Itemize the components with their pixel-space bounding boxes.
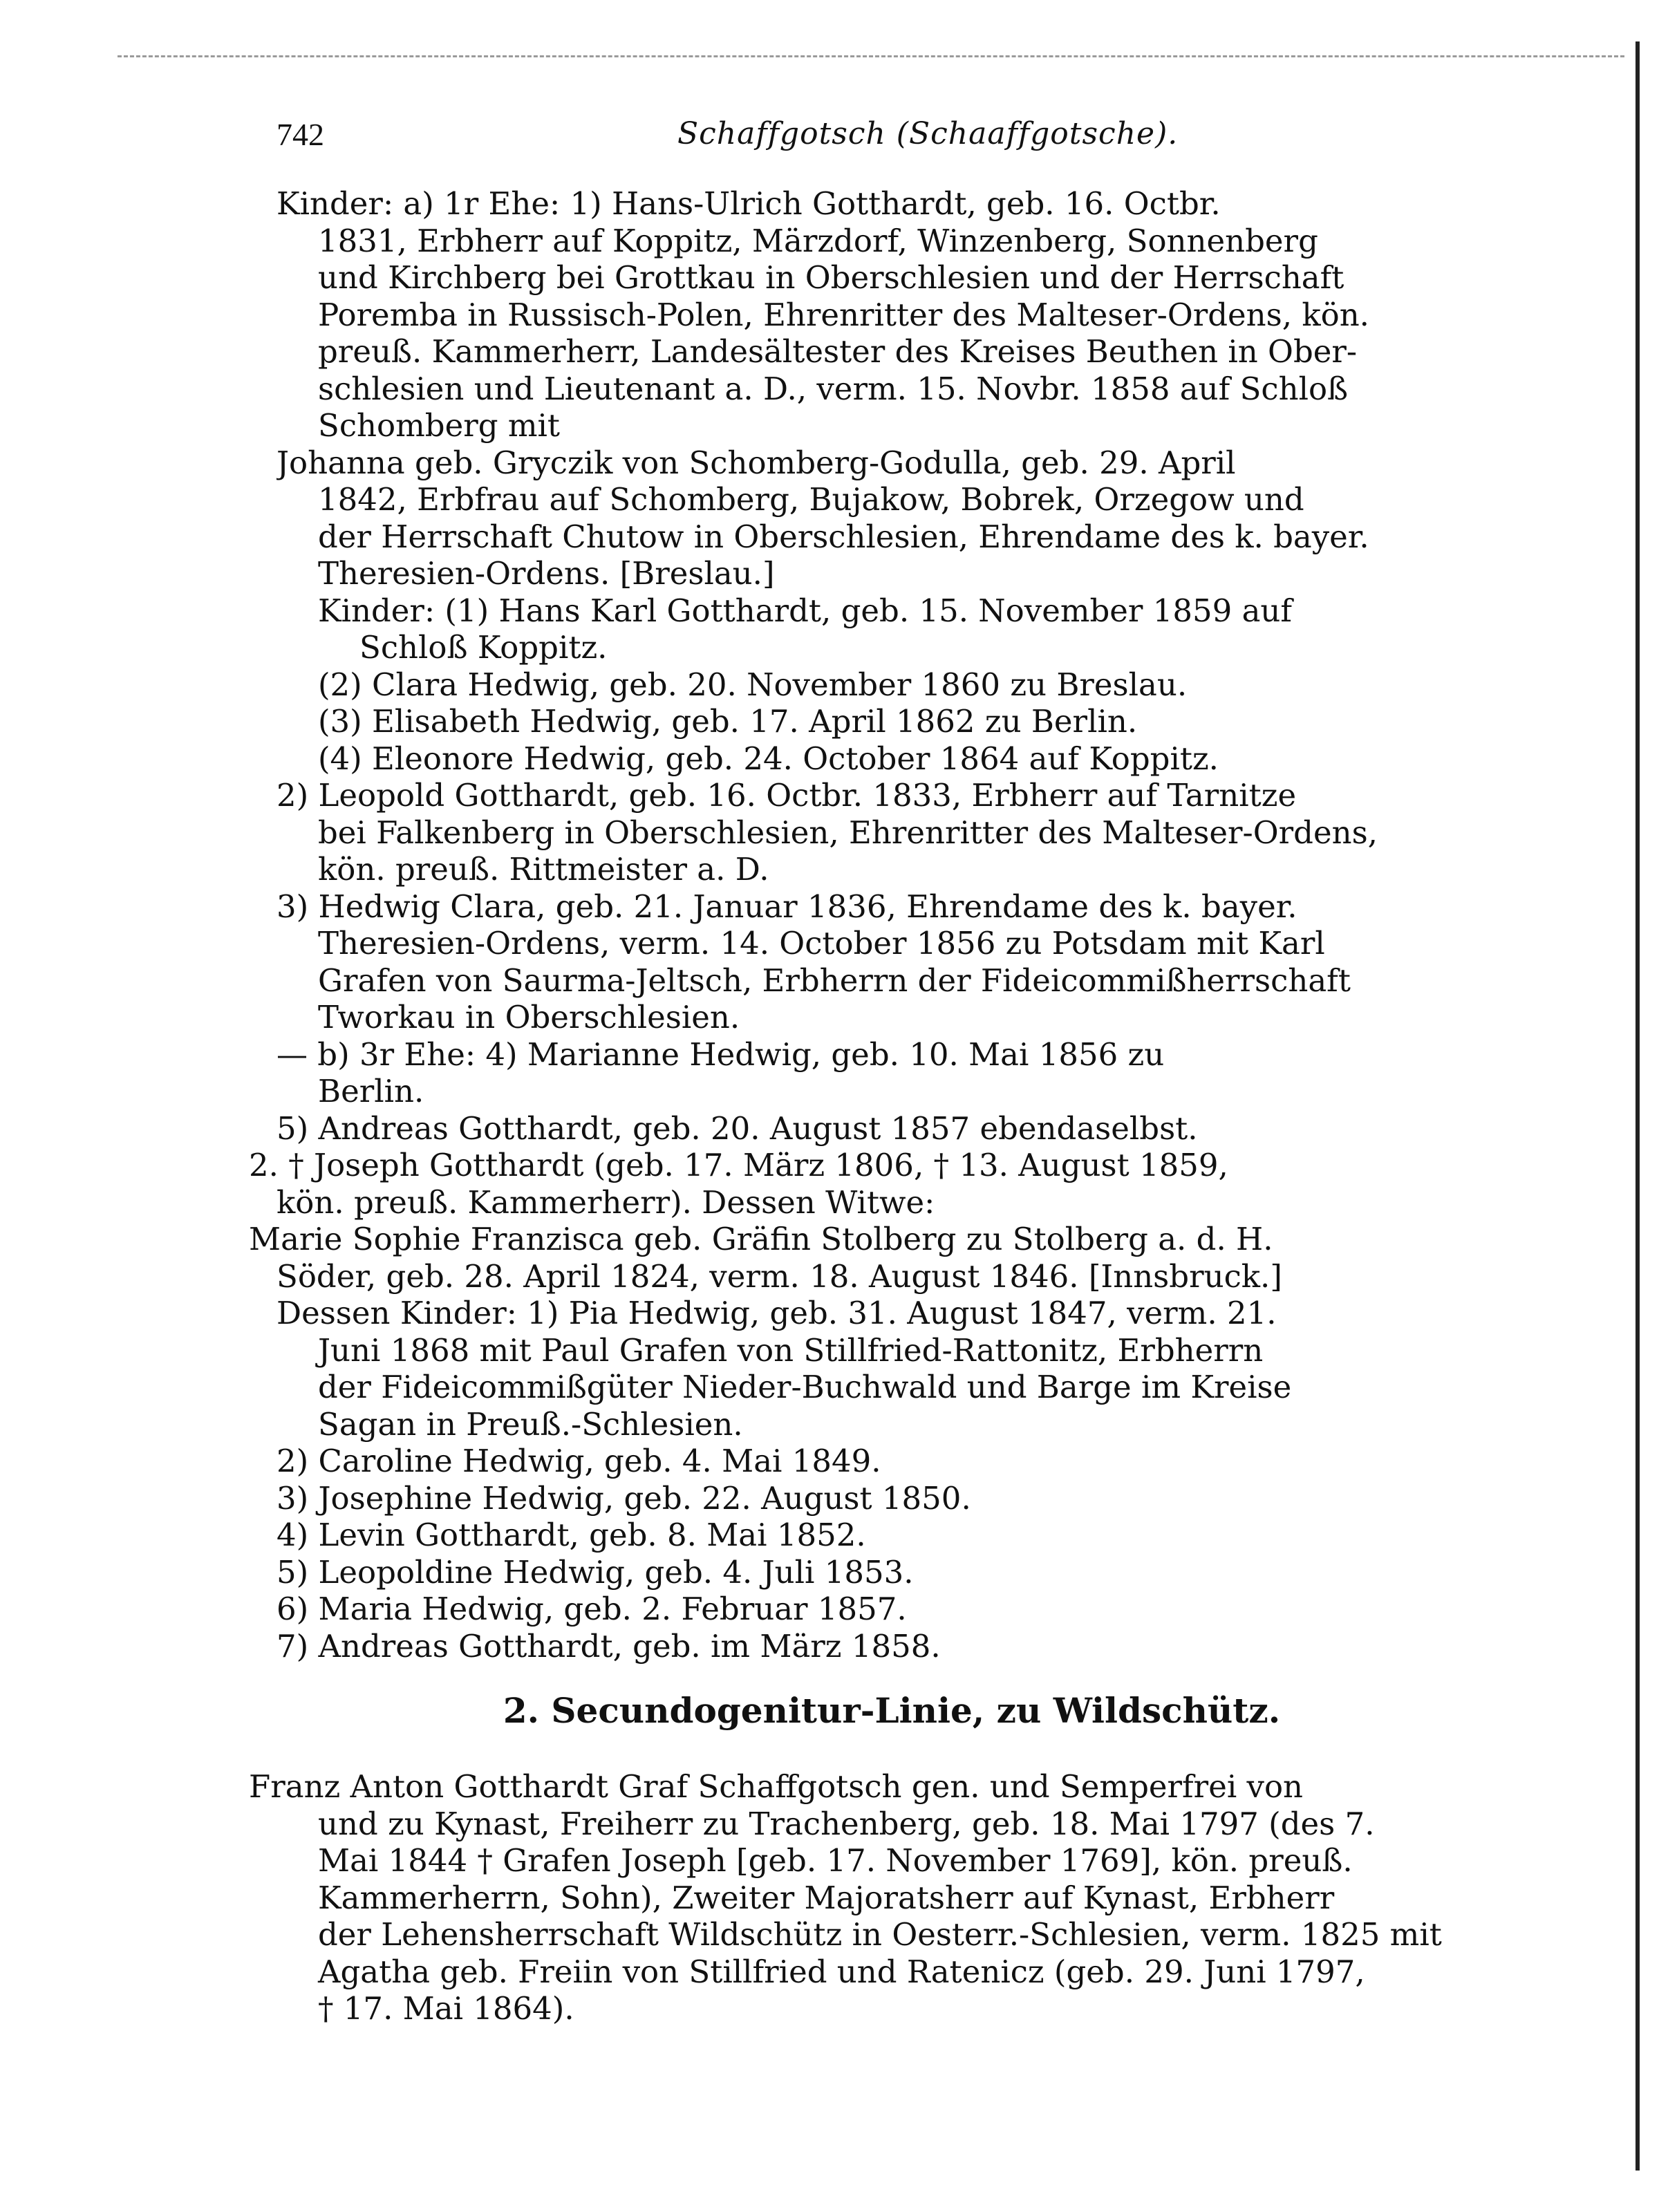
text-line: (3) Elisabeth Hedwig, geb. 17. April 1862 zu Berlin.	[318, 703, 1138, 740]
text-line: 3) Josephine Hedwig, geb. 22. August 1850.	[276, 1479, 971, 1517]
text-line: Schloß Koppitz.	[359, 629, 608, 666]
text-line: 2. † Joseph Gotthardt (geb. 17. März 1806, † 13. August 1859,	[249, 1147, 1228, 1183]
text-line: Poremba in Russisch-Polen, Ehrenritter des Malteser-Ordens, kön.	[318, 296, 1369, 333]
text-line: Berlin.	[318, 1073, 424, 1109]
text-line: 5) Leopoldine Hedwig, geb. 4. Juli 1853.	[276, 1553, 914, 1591]
text-line: 4) Levin Gotthardt, geb. 8. Mai 1852.	[276, 1517, 866, 1553]
text-line: 7) Andreas Gotthardt, geb. im März 1858.	[276, 1627, 941, 1665]
text-line: Kinder: a) 1r Ehe: 1) Hans-Ulrich Gotthardt, geb. 16. Octbr.	[276, 185, 1221, 222]
text-line: 3) Hedwig Clara, geb. 21. Januar 1836, Ehrendame des k. bayer.	[276, 888, 1297, 925]
text-line: preuß. Kammerherr, Landesältester des Kreises Beuthen in Ober-	[318, 333, 1358, 370]
text-line: † 17. Mai 1864).	[318, 1990, 574, 2027]
text-line: der Fideicommißgüter Nieder-Buchwald und Barge im Kreise	[318, 1369, 1292, 1405]
text-line: Sagan in Preuß.-Schlesien.	[318, 1405, 743, 1443]
text-line: Juni 1868 mit Paul Grafen von Stillfried-Rattonitz, Erbherrn	[318, 1331, 1264, 1369]
text-line: der Lehensherrschaft Wildschütz in Oesterr.-Schlesien, verm. 1825 mit	[318, 1916, 1442, 1953]
text-line: 2) Caroline Hedwig, geb. 4. Mai 1849.	[276, 1443, 881, 1479]
running-title: Schaffgotsch (Schaaffgotsche).	[677, 116, 1179, 151]
text-line: Tworkau in Oberschlesien.	[318, 999, 740, 1035]
text-line: Söder, geb. 28. April 1824, verm. 18. August 1846. [Innsbruck.]	[276, 1257, 1282, 1295]
text-line: Grafen von Saurma-Jeltsch, Erbherrn der Fideicommißherrschaft	[318, 962, 1351, 999]
text-line: kön. preuß. Kammerherr). Dessen Witwe:	[276, 1183, 935, 1221]
text-line: 2) Leopold Gotthardt, geb. 16. Octbr. 1833, Erbherr auf Tarnitze	[276, 777, 1297, 814]
text-line: und Kirchberg bei Grottkau in Oberschlesien und der Herrschaft	[318, 259, 1344, 296]
text-line: Kinder: (1) Hans Karl Gotthardt, geb. 15. November 1859 auf	[318, 592, 1293, 629]
text-line: Theresien-Ordens, verm. 14. October 1856 zu Potsdam mit Karl	[318, 925, 1325, 962]
page-number: 742	[276, 117, 324, 152]
text-line: 1842, Erbfrau auf Schomberg, Bujakow, Bobrek, Orzegow und	[318, 481, 1304, 518]
text-line: — b) 3r Ehe: 4) Marianne Hedwig, geb. 10. Mai 1856 zu	[276, 1035, 1165, 1073]
text-line: 6) Maria Hedwig, geb. 2. Februar 1857.	[276, 1591, 907, 1627]
text-line: schlesien und Lieutenant a. D., verm. 15. Novbr. 1858 auf Schloß	[318, 370, 1349, 407]
top-scan-edge	[118, 55, 1624, 57]
text-line: Schomberg mit	[318, 407, 560, 444]
text-line: kön. preuß. Rittmeister a. D.	[318, 851, 769, 888]
section-heading: 2. Secundogenitur-Linie, zu Wildschütz.	[503, 1690, 1281, 1731]
text-line: und zu Kynast, Freiherr zu Trachenberg, geb. 18. Mai 1797 (des 7.	[318, 1805, 1375, 1842]
page-body	[249, 185, 1507, 2027]
text-line: bei Falkenberg in Oberschlesien, Ehrenritter des Malteser-Ordens,	[318, 814, 1378, 851]
right-scan-edge	[1635, 41, 1640, 2171]
text-line: Agatha geb. Freiin von Stillfried und Ratenicz (geb. 29. Juni 1797,	[318, 1953, 1365, 1990]
text-line: der Herrschaft Chutow in Oberschlesien, Ehrendame des k. bayer.	[318, 518, 1369, 555]
text-line: Franz Anton Gotthardt Graf Schaffgotsch gen. und Semperfrei von	[249, 1768, 1304, 1805]
text-line: Kammerherrn, Sohn), Zweiter Majoratsherr auf Kynast, Erbherr	[318, 1879, 1335, 1916]
page-header	[276, 116, 1521, 165]
text-line: Mai 1844 † Grafen Joseph [geb. 17. November 1769], kön. preuß.	[318, 1842, 1353, 1879]
text-line: Marie Sophie Franzisca geb. Gräfin Stolberg zu Stolberg a. d. H.	[249, 1221, 1273, 1257]
text-line: (4) Eleonore Hedwig, geb. 24. October 1864 auf Koppitz.	[318, 740, 1219, 777]
text-line: Theresien-Ordens. [Breslau.]	[318, 555, 775, 592]
text-line: (2) Clara Hedwig, geb. 20. November 1860 zu Breslau.	[318, 666, 1188, 703]
text-line: 5) Andreas Gotthardt, geb. 20. August 1857 ebendaselbst.	[276, 1109, 1198, 1147]
text-line: Johanna geb. Gryczik von Schomberg-Godulla, geb. 29. April	[276, 444, 1236, 481]
text-line: Dessen Kinder: 1) Pia Hedwig, geb. 31. August 1847, verm. 21.	[276, 1295, 1277, 1331]
text-line: 1831, Erbherr auf Koppitz, Märzdorf, Winzenberg, Sonnenberg	[318, 222, 1318, 259]
